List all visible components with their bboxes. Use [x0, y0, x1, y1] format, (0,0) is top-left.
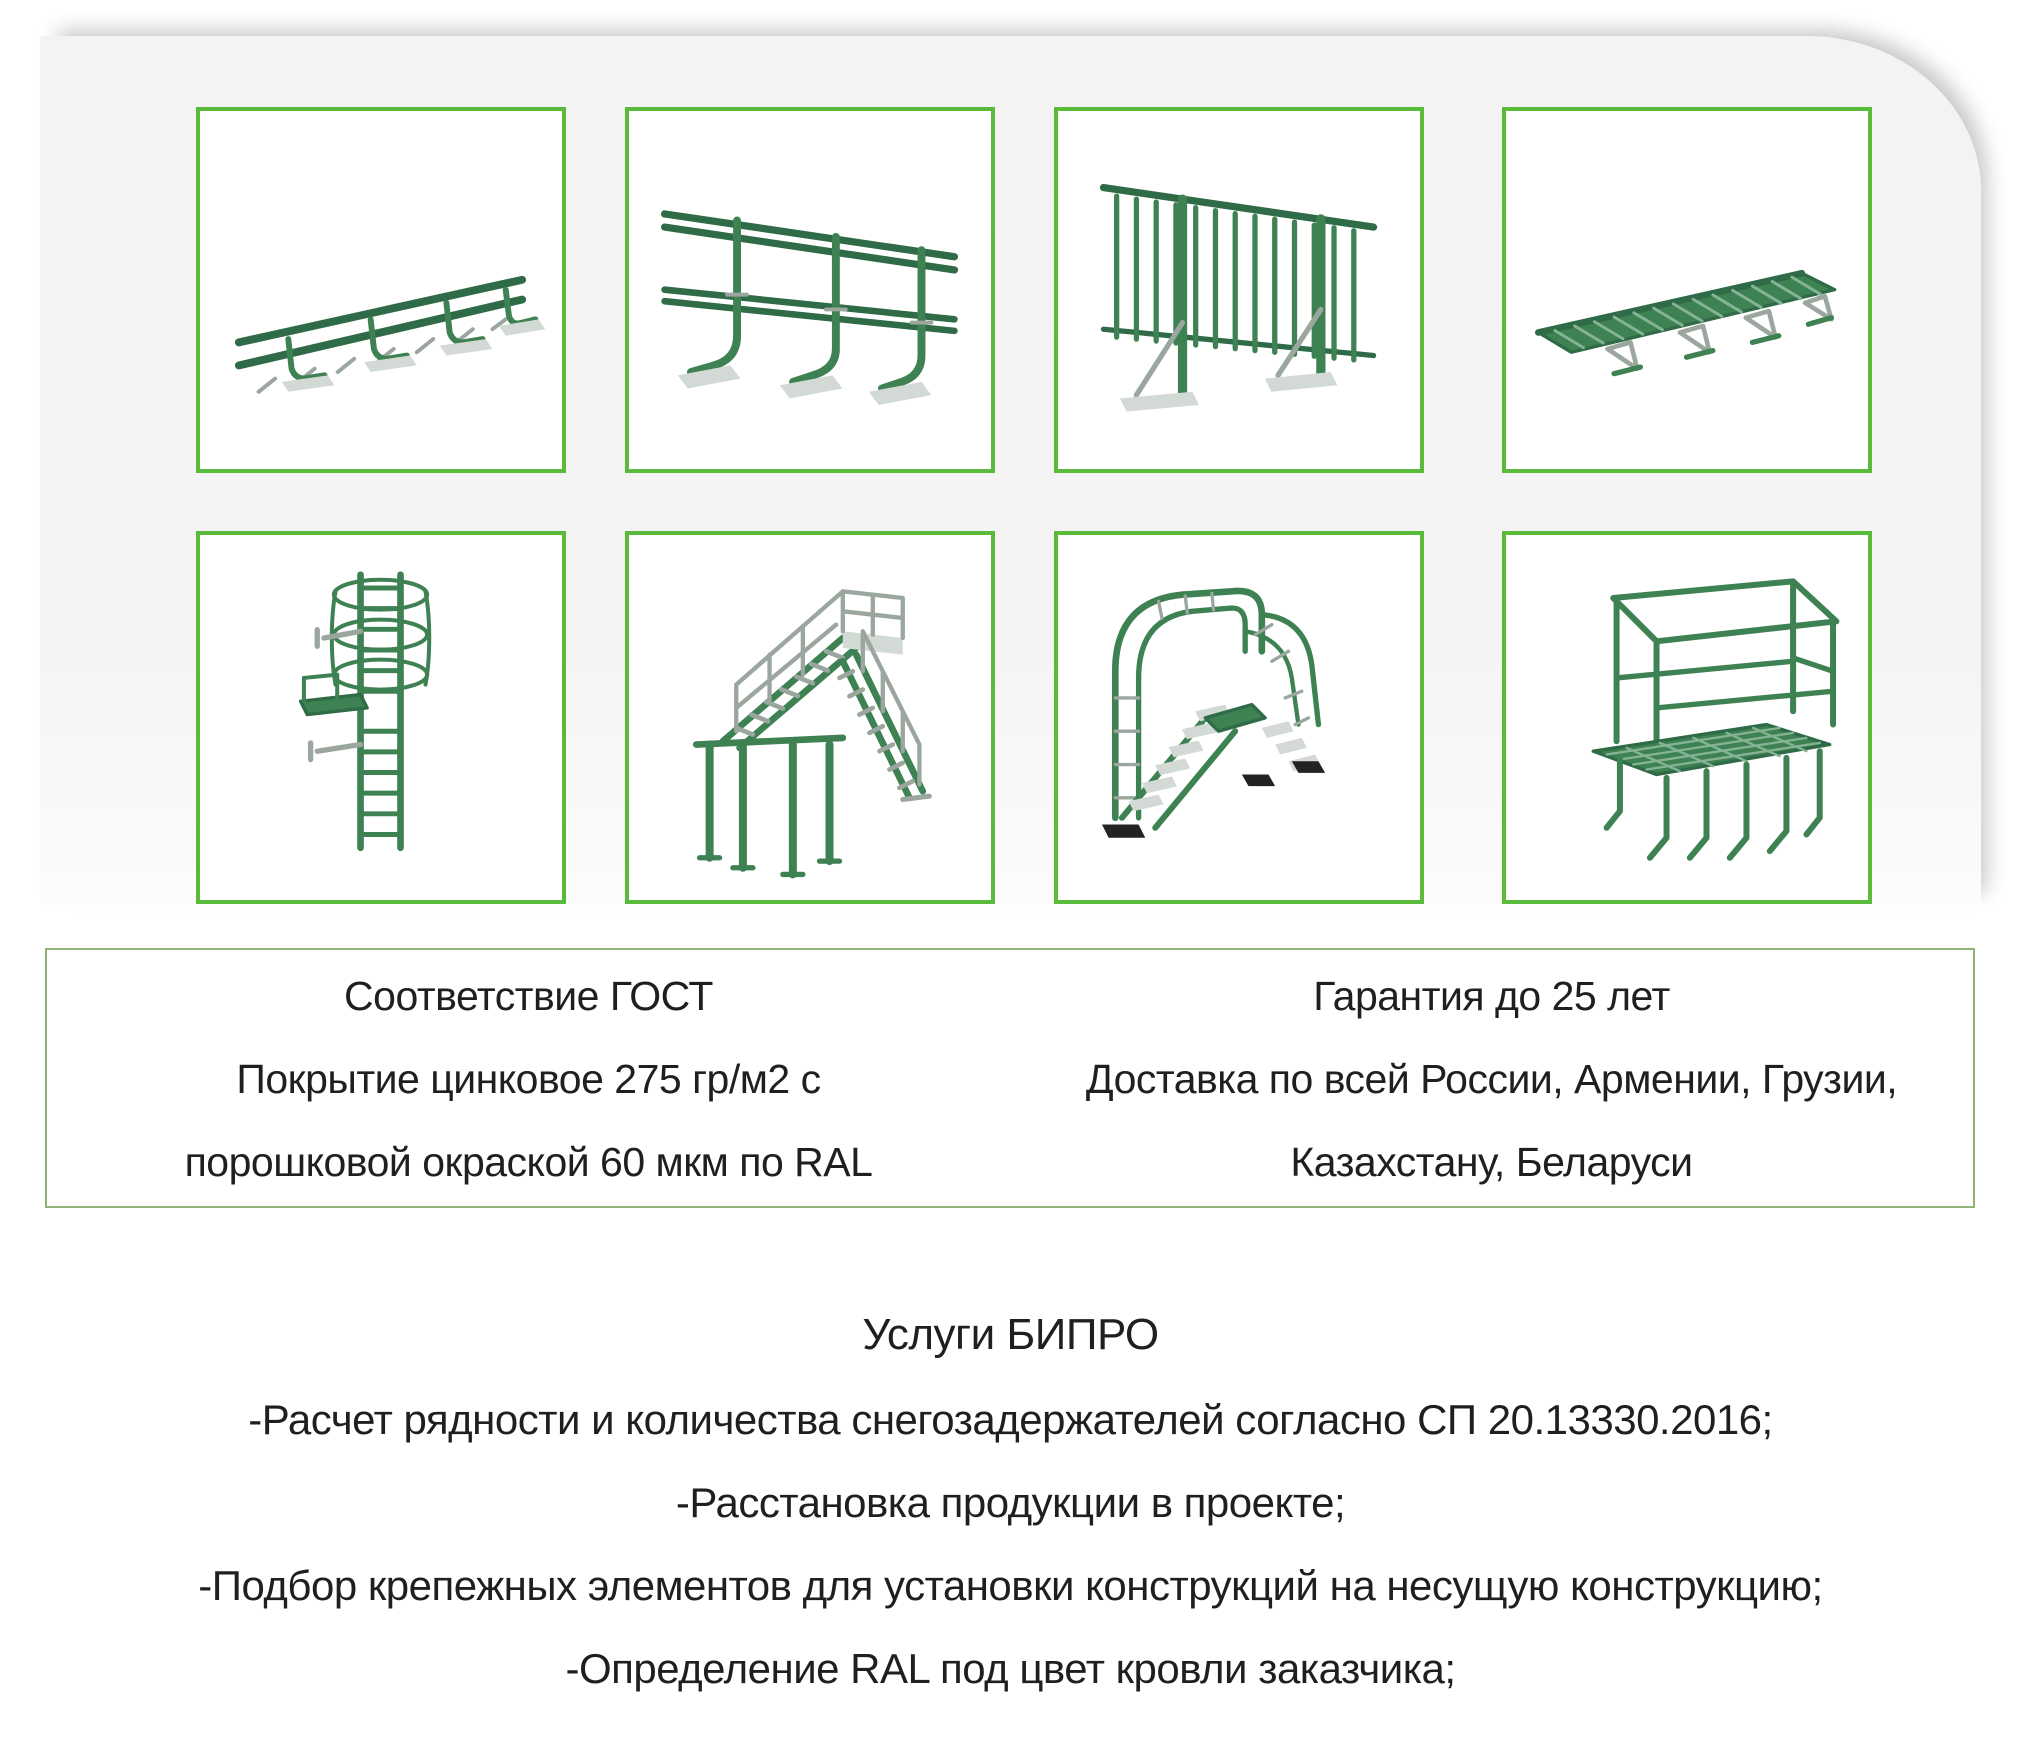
product-image-cage-ladder: [196, 531, 566, 904]
picket-snow-fence-image: [1072, 125, 1405, 454]
product-image-service-platform: [1502, 531, 1872, 904]
crossover-bridge-image: [1072, 550, 1405, 886]
info-column-coating: [47, 950, 1010, 1206]
info-line: Доставка по всей России, Армении, Грузии,: [1085, 1056, 1898, 1102]
info-line: Покрытие цинковое 275 гр/м2 с: [236, 1056, 821, 1102]
services-item: -Расчет рядности и количества снегозадержателей согласно СП 20.13330.2016;: [248, 1396, 1773, 1443]
services-item: -Расстановка продукции в проекте;: [675, 1479, 1346, 1526]
product-image-crossover-bridge: [1054, 531, 1424, 904]
product-image-roof-guardrail: [625, 107, 995, 473]
services-list: [0, 1378, 2021, 1710]
service-platform-image: [1520, 550, 1853, 886]
services-item: -Подбор крепежных элементов для установки конструкций на несущую конструкцию;: [198, 1562, 1823, 1609]
info-line: Соответствие ГОСТ: [344, 973, 713, 1019]
tubular-snow-guard-image: [214, 125, 547, 454]
info-line: Гарантия до 25 лет: [1313, 973, 1670, 1019]
info-box: [45, 948, 1975, 1208]
roof-walkway-image: [1520, 125, 1853, 454]
services-section: [0, 1306, 2021, 1710]
services-item: -Определение RAL под цвет кровли заказчика;: [565, 1645, 1456, 1692]
info-column-warranty: [1010, 950, 1973, 1206]
cage-ladder-image: [214, 550, 547, 886]
services-title: Услуги БИПРО: [862, 1310, 1159, 1359]
info-line: Казахстану, Беларуси: [1290, 1139, 1693, 1185]
catalog-sheet: [40, 36, 1981, 910]
product-image-tubular-snow-guard: [196, 107, 566, 473]
roof-guardrail-image: [643, 125, 976, 454]
info-line: порошковой окраской 60 мкм по RAL: [184, 1139, 873, 1185]
product-image-two-flight-stair: [625, 531, 995, 904]
two-flight-stair-image: [643, 550, 976, 886]
product-image-roof-walkway: [1502, 107, 1872, 473]
product-image-picket-snow-fence: [1054, 107, 1424, 473]
